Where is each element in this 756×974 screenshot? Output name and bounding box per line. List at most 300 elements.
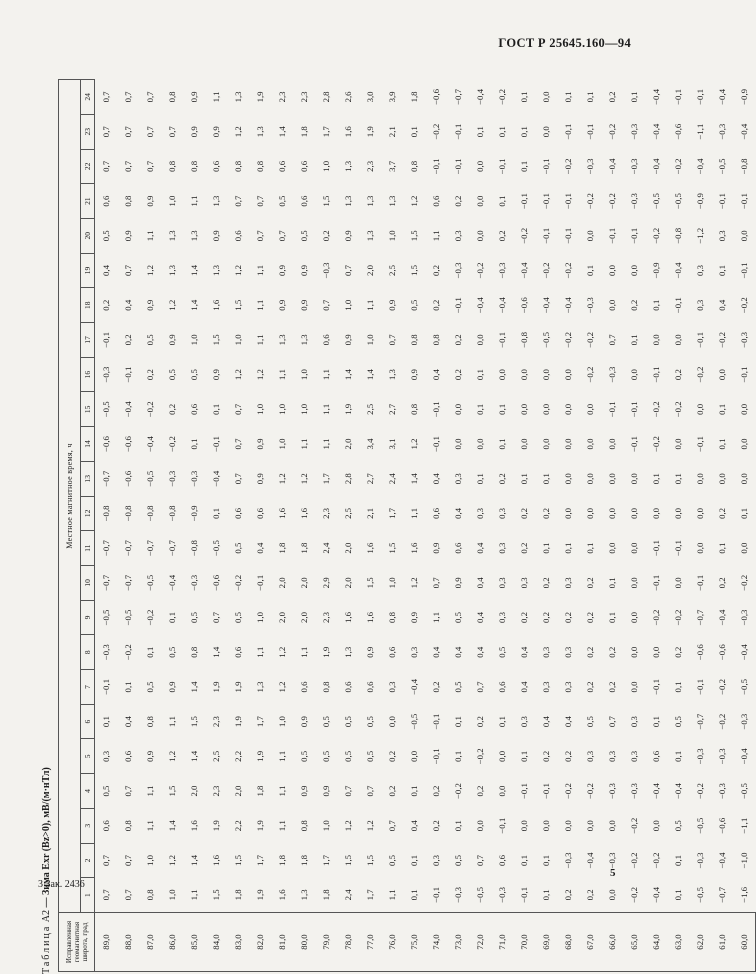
value-cell: 0,1 xyxy=(211,507,221,519)
table-row xyxy=(315,80,337,972)
value-cell: 0,0 xyxy=(651,646,661,658)
value-cell: 1,1 xyxy=(211,91,221,103)
value-cell: 1,9 xyxy=(255,750,265,762)
value-cell: 2,1 xyxy=(365,507,375,519)
value-cell: 0,1 xyxy=(475,126,485,138)
value-cell: 0,9 xyxy=(387,299,397,311)
value-cell: 0,6 xyxy=(123,750,133,762)
value-cell: 0,9 xyxy=(277,265,287,276)
value-cell: −0,9 xyxy=(189,505,199,522)
value-cell: 0,8 xyxy=(189,646,199,658)
value-cell: −0,8 xyxy=(145,505,155,522)
value-cell: −0,1 xyxy=(739,262,750,279)
value-cell: 0,1 xyxy=(673,473,683,485)
table-row xyxy=(733,80,756,972)
value-cell: −0,1 xyxy=(673,540,683,557)
value-cell: 0,5 xyxy=(233,612,243,624)
value-cell: 1,3 xyxy=(167,265,177,276)
value-cell: 0,4 xyxy=(475,577,485,589)
value-cell: −0,2 xyxy=(629,817,639,834)
value-cell: 0,7 xyxy=(123,126,133,138)
value-cell: 2,2 xyxy=(233,820,243,832)
value-cell: 2,9 xyxy=(321,577,331,589)
value-cell: −0,2 xyxy=(717,331,727,348)
value-cell: 0,0 xyxy=(651,334,661,346)
value-cell: 0,2 xyxy=(541,612,551,624)
value-cell: −0,5 xyxy=(673,193,683,210)
value-cell: −0,7 xyxy=(101,574,111,591)
value-cell: 0,5 xyxy=(453,681,463,693)
value-cell: 0,2 xyxy=(541,750,551,762)
hour-header-11: 11 xyxy=(81,531,95,566)
value-cell: 1,5 xyxy=(365,577,375,589)
value-cell: 0,5 xyxy=(343,750,353,762)
value-cell: 0,9 xyxy=(453,577,463,589)
value-cell: −0,3 xyxy=(497,262,507,279)
value-cell: −0,2 xyxy=(123,644,133,661)
value-cell: 0,3 xyxy=(585,750,595,762)
value-cell: −0,3 xyxy=(585,158,595,175)
value-cell: 1,6 xyxy=(409,542,419,554)
value-cell: 0,0 xyxy=(629,507,639,519)
table-row xyxy=(557,80,579,972)
value-cell: 2,0 xyxy=(233,785,243,797)
table-row xyxy=(271,80,293,972)
value-cell: 0,3 xyxy=(475,507,485,519)
value-cell: −0,1 xyxy=(101,678,111,695)
value-cell: 2,3 xyxy=(211,716,221,728)
value-cell: −0,9 xyxy=(695,193,705,210)
hour-header-16: 16 xyxy=(81,357,95,392)
hour-header-21: 21 xyxy=(81,184,95,219)
value-cell: −0,3 xyxy=(629,158,639,175)
latitude-cell: 69,0 xyxy=(535,913,557,972)
value-cell: 0,0 xyxy=(563,820,573,832)
value-cell: 0,2 xyxy=(497,473,507,485)
value-cell: −0,4 xyxy=(475,297,485,314)
value-cell: 0,6 xyxy=(211,160,221,172)
value-cell: 0,7 xyxy=(123,91,133,103)
value-cell: −0,5 xyxy=(211,540,221,557)
value-cell: 1,2 xyxy=(167,750,177,762)
table-row xyxy=(447,80,469,972)
value-cell: 0,1 xyxy=(475,369,485,381)
value-cell: 0,0 xyxy=(739,542,750,554)
latitude-cell: 85,0 xyxy=(183,913,205,972)
value-cell: −0,1 xyxy=(563,123,573,140)
value-cell: 1,0 xyxy=(255,612,265,624)
value-cell: −0,4 xyxy=(607,158,617,175)
value-cell: 0,0 xyxy=(497,750,507,762)
value-cell: 0,7 xyxy=(145,126,155,138)
value-cell: 1,2 xyxy=(167,299,177,311)
value-cell: 0,5 xyxy=(299,750,309,762)
value-cell: −0,1 xyxy=(607,227,617,244)
latitude-cell: 70,0 xyxy=(513,913,535,972)
value-cell: 1,1 xyxy=(299,438,309,450)
value-cell: 0,9 xyxy=(299,785,309,797)
table-row xyxy=(249,80,271,972)
value-cell: −0,5 xyxy=(541,331,551,348)
value-cell: 0,0 xyxy=(629,612,639,624)
value-cell: 1,2 xyxy=(233,126,243,138)
value-cell: −0,1 xyxy=(431,401,441,418)
value-cell: 0,0 xyxy=(695,542,705,554)
value-cell: 0,1 xyxy=(453,820,463,832)
value-cell: 0,1 xyxy=(629,91,639,103)
value-cell: 0,9 xyxy=(343,334,353,346)
value-cell: 0,7 xyxy=(101,160,111,172)
value-cell: 0,1 xyxy=(607,612,617,624)
value-cell: −0,3 xyxy=(739,331,750,348)
value-cell: 2,4 xyxy=(387,473,397,485)
value-cell: 1,5 xyxy=(387,542,397,554)
hour-header-9: 9 xyxy=(81,600,95,635)
value-cell: 0,6 xyxy=(233,230,243,242)
value-cell: −0,4 xyxy=(167,574,177,591)
value-cell: 1,4 xyxy=(343,369,353,381)
value-cell: 1,1 xyxy=(409,507,419,519)
value-cell: −0,2 xyxy=(497,88,507,105)
value-cell: −0,4 xyxy=(695,158,705,175)
latitude-cell: 61,0 xyxy=(711,913,733,972)
value-cell: 0,3 xyxy=(695,265,705,276)
value-cell: 1,6 xyxy=(365,612,375,624)
value-cell: 1,9 xyxy=(321,646,331,658)
value-cell: 0,9 xyxy=(167,334,177,346)
table-label: Таблица xyxy=(41,924,52,974)
value-cell: 0,5 xyxy=(167,369,177,381)
value-cell: 1,2 xyxy=(409,195,419,207)
value-cell: −0,1 xyxy=(541,227,551,244)
value-cell: −0,1 xyxy=(431,886,441,903)
value-cell: 0,0 xyxy=(541,820,551,832)
value-cell: −0,1 xyxy=(739,366,750,383)
value-cell: 0,0 xyxy=(563,507,573,519)
value-cell: −0,7 xyxy=(695,609,705,626)
value-cell: −0,7 xyxy=(695,713,705,730)
value-cell: 0,7 xyxy=(211,612,221,624)
value-cell: −0,3 xyxy=(497,886,507,903)
value-cell: 0,8 xyxy=(299,820,309,832)
value-cell: 0,0 xyxy=(651,820,661,832)
value-cell: −0,5 xyxy=(739,783,750,800)
value-cell: 0,0 xyxy=(497,785,507,797)
value-cell: 3,4 xyxy=(365,438,375,450)
value-cell: 0,2 xyxy=(607,646,617,658)
value-cell: 0,1 xyxy=(519,160,529,172)
value-cell: 0,2 xyxy=(453,369,463,381)
table-body xyxy=(95,80,756,972)
value-cell: −0,8 xyxy=(519,331,529,348)
value-cell: 0,0 xyxy=(497,369,507,381)
value-cell: 1,8 xyxy=(277,854,287,866)
value-cell: 0,0 xyxy=(585,403,595,415)
value-cell: −0,3 xyxy=(321,262,331,279)
value-cell: 0,1 xyxy=(563,542,573,554)
value-cell: 1,1 xyxy=(189,195,199,207)
value-cell: 1,6 xyxy=(365,542,375,554)
value-cell: 0,8 xyxy=(123,820,133,832)
value-cell: 0,8 xyxy=(409,160,419,172)
value-cell: 0,3 xyxy=(695,299,705,311)
value-cell: 2,1 xyxy=(387,126,397,138)
rotated-table-block xyxy=(40,76,750,974)
value-cell: 0,2 xyxy=(387,785,397,797)
value-cell: 2,7 xyxy=(365,473,375,485)
value-cell: 0,7 xyxy=(343,785,353,797)
value-cell: 0,0 xyxy=(629,265,639,276)
value-cell: −0,3 xyxy=(695,748,705,765)
value-cell: 0,4 xyxy=(563,716,573,728)
value-cell: −0,4 xyxy=(673,262,683,279)
table-row xyxy=(337,80,359,972)
table-row xyxy=(689,80,711,972)
value-cell: 1,1 xyxy=(299,646,309,658)
value-cell: −0,4 xyxy=(673,783,683,800)
value-cell: 0,8 xyxy=(145,889,155,901)
value-cell: 1,0 xyxy=(365,334,375,346)
latitude-cell: 66,0 xyxy=(601,913,623,972)
value-cell: 0,7 xyxy=(123,785,133,797)
value-cell: −0,5 xyxy=(475,886,485,903)
value-cell: 0,1 xyxy=(519,473,529,485)
value-cell: 0,7 xyxy=(233,195,243,207)
value-cell: 0,9 xyxy=(255,438,265,450)
table-row xyxy=(601,80,623,972)
value-cell: −0,4 xyxy=(651,783,661,800)
value-cell: 1,2 xyxy=(255,369,265,381)
value-cell: 0,1 xyxy=(497,126,507,138)
value-cell: 0,8 xyxy=(321,681,331,693)
value-cell: −0,6 xyxy=(673,123,683,140)
value-cell: 0,2 xyxy=(431,785,441,797)
value-cell: 3,7 xyxy=(387,160,397,172)
value-cell: 2,2 xyxy=(233,750,243,762)
value-cell: 1,0 xyxy=(277,716,287,728)
value-cell: 0,4 xyxy=(717,299,727,311)
value-cell: 0,2 xyxy=(321,230,331,242)
value-cell: 0,5 xyxy=(673,820,683,832)
value-cell: 1,9 xyxy=(255,91,265,103)
value-cell: −0,8 xyxy=(167,505,177,522)
value-cell: −0,4 xyxy=(145,436,155,452)
value-cell: 0,9 xyxy=(167,681,177,693)
value-cell: −0,1 xyxy=(695,574,705,591)
value-cell: 0,3 xyxy=(519,716,529,728)
value-cell: −0,9 xyxy=(739,88,750,105)
value-cell: 0,6 xyxy=(497,681,507,693)
value-cell: 0,1 xyxy=(651,716,661,728)
value-cell: 1,1 xyxy=(255,299,265,311)
value-cell: 1,3 xyxy=(387,369,397,381)
value-cell: −0,2 xyxy=(717,678,727,695)
value-cell: 1,0 xyxy=(299,369,309,381)
value-cell: 0,7 xyxy=(387,334,397,346)
value-cell: −0,2 xyxy=(563,158,573,175)
value-cell: −0,1 xyxy=(717,193,727,210)
value-cell: −0,3 xyxy=(585,297,595,314)
value-cell: −0,4 xyxy=(717,852,727,869)
value-cell: 1,6 xyxy=(211,299,221,311)
hour-header-20: 20 xyxy=(81,218,95,253)
value-cell: −0,8 xyxy=(101,505,111,522)
value-cell: −0,6 xyxy=(431,88,441,105)
value-cell: 0,5 xyxy=(453,612,463,624)
value-cell: 0,1 xyxy=(497,195,507,207)
value-cell: −1,1 xyxy=(695,123,705,140)
table-row xyxy=(293,80,315,972)
value-cell: −0,3 xyxy=(101,366,111,383)
value-cell: −0,1 xyxy=(563,227,573,244)
value-cell: 0,4 xyxy=(123,716,133,728)
value-cell: −0,5 xyxy=(695,817,705,834)
value-cell: 1,4 xyxy=(189,750,199,762)
value-cell: −0,1 xyxy=(255,574,265,591)
value-cell: −0,3 xyxy=(607,366,617,383)
value-cell: −0,1 xyxy=(651,540,661,557)
value-cell: 1,1 xyxy=(321,438,331,450)
value-cell: 0,6 xyxy=(343,681,353,693)
header-row-hours xyxy=(81,80,95,972)
value-cell: 0,5 xyxy=(189,369,199,381)
value-cell: 0,1 xyxy=(519,91,529,103)
value-cell: 1,2 xyxy=(277,681,287,693)
latitude-cell: 64,0 xyxy=(645,913,667,972)
value-cell: 0,2 xyxy=(541,577,551,589)
value-cell: 0,0 xyxy=(563,438,573,450)
value-cell: 0,9 xyxy=(145,195,155,207)
value-cell: −0,2 xyxy=(145,609,155,626)
value-cell: 0,7 xyxy=(123,265,133,276)
value-cell: 1,3 xyxy=(167,230,177,242)
value-cell: 1,7 xyxy=(365,889,375,901)
value-cell: 1,1 xyxy=(255,334,265,346)
value-cell: 1,9 xyxy=(211,820,221,832)
value-cell: 0,5 xyxy=(167,646,177,658)
value-cell: −0,1 xyxy=(629,436,639,452)
value-cell: 0,0 xyxy=(475,334,485,346)
latitude-cell: 86,0 xyxy=(161,913,183,972)
value-cell: 0,9 xyxy=(189,126,199,138)
hour-header-8: 8 xyxy=(81,635,95,670)
value-cell: −0,1 xyxy=(431,713,441,730)
value-cell: 0,4 xyxy=(123,299,133,311)
value-cell: −0,4 xyxy=(739,644,750,661)
value-cell: 0,8 xyxy=(387,612,397,624)
value-cell: −0,2 xyxy=(739,574,750,591)
value-cell: 0,8 xyxy=(123,195,133,207)
value-cell: 1,8 xyxy=(299,542,309,554)
value-cell: 1,4 xyxy=(189,681,199,693)
latitude-cell: 60,0 xyxy=(733,913,756,972)
value-cell: 0,2 xyxy=(519,542,529,554)
value-cell: 1,9 xyxy=(343,403,353,415)
value-cell: 1,1 xyxy=(167,716,177,728)
value-cell: −1,1 xyxy=(739,817,750,834)
table-row xyxy=(711,80,733,972)
value-cell: −0,4 xyxy=(739,748,750,765)
table-row xyxy=(579,80,601,972)
value-cell: −0,8 xyxy=(739,158,750,175)
value-cell: 0,9 xyxy=(189,91,199,103)
value-cell: 1,3 xyxy=(211,195,221,207)
value-cell: 1,3 xyxy=(343,195,353,207)
print-order-note: 3 Зак. 2436 xyxy=(38,879,85,890)
value-cell: 0,3 xyxy=(563,577,573,589)
table-row xyxy=(667,80,689,972)
value-cell: 1,2 xyxy=(233,265,243,276)
value-cell: 0,7 xyxy=(101,91,111,103)
value-cell: 0,6 xyxy=(299,160,309,172)
value-cell: 0,0 xyxy=(475,438,485,450)
value-cell: 0,0 xyxy=(563,369,573,381)
value-cell: −0,3 xyxy=(563,852,573,869)
value-cell: −0,4 xyxy=(123,401,133,418)
value-cell: −0,3 xyxy=(453,886,463,903)
value-cell: 0,9 xyxy=(365,646,375,658)
value-cell: 2,7 xyxy=(387,403,397,415)
value-cell: 0,2 xyxy=(431,299,441,311)
table-row xyxy=(183,80,205,972)
value-cell: 0,1 xyxy=(475,403,485,415)
latitude-cell: 72,0 xyxy=(469,913,491,972)
table-row xyxy=(469,80,491,972)
value-cell: 0,0 xyxy=(475,195,485,207)
value-cell: −0,3 xyxy=(739,713,750,730)
value-cell: 0,1 xyxy=(519,750,529,762)
value-cell: 1,1 xyxy=(145,820,155,832)
value-cell: 0,0 xyxy=(673,438,683,450)
value-cell: −0,2 xyxy=(167,436,177,452)
value-cell: 1,9 xyxy=(233,716,243,728)
value-cell: 0,4 xyxy=(475,612,485,624)
value-cell: 0,0 xyxy=(607,889,617,901)
value-cell: 1,3 xyxy=(365,230,375,242)
value-cell: −0,9 xyxy=(651,262,661,279)
value-cell: −0,4 xyxy=(651,123,661,140)
value-cell: 1,9 xyxy=(255,820,265,832)
value-cell: 0,0 xyxy=(607,473,617,485)
value-cell: −1,2 xyxy=(695,227,705,244)
table-row xyxy=(95,80,118,972)
value-cell: 0,2 xyxy=(541,507,551,519)
value-cell: 0,0 xyxy=(607,820,617,832)
value-cell: 0,4 xyxy=(409,820,419,832)
value-cell: 1,9 xyxy=(211,681,221,693)
value-cell: 0,7 xyxy=(475,854,485,866)
value-cell: 2,0 xyxy=(277,612,287,624)
value-cell: 0,9 xyxy=(211,126,221,138)
value-cell: 0,1 xyxy=(651,299,661,311)
value-cell: 0,6 xyxy=(497,854,507,866)
value-cell: 1,5 xyxy=(365,854,375,866)
value-cell: 1,3 xyxy=(299,889,309,901)
value-cell: 1,1 xyxy=(321,369,331,381)
value-cell: −0,8 xyxy=(673,227,683,244)
value-cell: 1,2 xyxy=(409,577,419,589)
value-cell: 0,1 xyxy=(453,750,463,762)
value-cell: 0,0 xyxy=(519,820,529,832)
value-cell: 0,7 xyxy=(255,195,265,207)
value-cell: 1,3 xyxy=(211,265,221,276)
value-cell: 0,1 xyxy=(123,681,133,693)
value-cell: 0,9 xyxy=(299,716,309,728)
value-cell: 1,8 xyxy=(409,91,419,103)
value-cell: 0,2 xyxy=(519,507,529,519)
value-cell: 2,8 xyxy=(343,473,353,485)
value-cell: −0,5 xyxy=(123,609,133,626)
